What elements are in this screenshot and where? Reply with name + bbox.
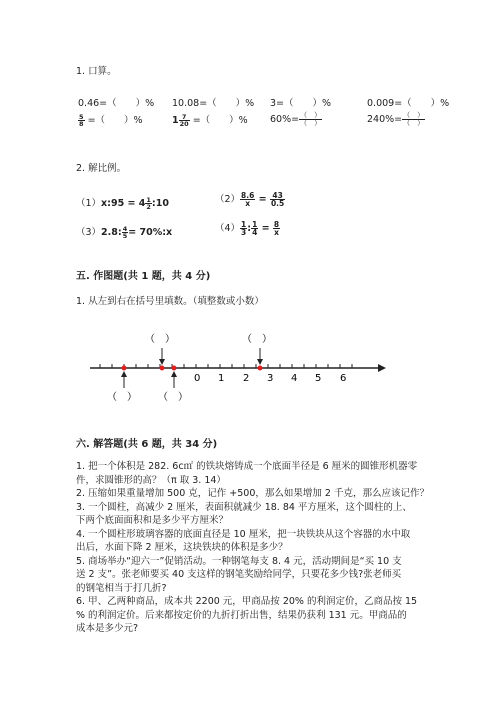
ratio-problem-1: （1）x:95 = 4 $\frac{1}{2}$ :10 bbox=[76, 195, 169, 211]
fraction: $\frac{8}{x}$ bbox=[273, 219, 280, 237]
red-dot bbox=[122, 366, 127, 371]
problem-line: 出后，水面下降 2 厘米，这块铁块的体积是多少？ bbox=[76, 542, 288, 553]
fraction: $\frac{43}{0.5}$ bbox=[270, 190, 285, 208]
problem-line: 件，求圆锥形的高？（π 取 3. 14） bbox=[76, 474, 226, 486]
calc-item-5: $\frac{5}{8}$ =（ ）% bbox=[79, 112, 143, 128]
top-paren-right: （ ） bbox=[242, 334, 272, 345]
blank-fraction: $\frac{( )}{( )}$ bbox=[300, 111, 322, 127]
problem-line: 的钢笔相当于打几折? bbox=[76, 582, 167, 594]
section-5-question: 1. 从左到右在括号里填数。（填整数或小数） bbox=[76, 296, 264, 307]
tick-label: 1 bbox=[218, 373, 225, 384]
problem-line: 1. 把一个体积是 282. 6c㎡ 的铁块熔铸成一个底面半径是 6 厘米的圆锥形机器零 bbox=[76, 461, 418, 472]
calc-item-8: 240%= $\frac{( )}{( )}$ bbox=[367, 111, 425, 127]
red-dot bbox=[258, 366, 263, 371]
ratio-problem-3: （3）2.8: $\frac{4}{5}$ = 70%:x bbox=[76, 224, 173, 240]
fraction: $\frac{5}{8}$ bbox=[79, 112, 84, 128]
arrow-right-icon bbox=[378, 364, 386, 372]
bottom-paren-left: （ ） bbox=[107, 392, 137, 403]
ratio-problem-4: （4） $\frac{1}{3}$ : $\frac{1}{4}$ = $\frac{8}{x}$ bbox=[215, 219, 280, 237]
problem-line: % 的利润定价。后来都按定价的九折打折出售，结果仍获利 131 元。甲商品的 bbox=[76, 609, 407, 621]
fraction: $\frac{7}{20}$ bbox=[179, 112, 189, 128]
calc-item-6: 1 $\frac{7}{20}$ =（ ）% bbox=[172, 112, 248, 128]
calc-item-2: 10.08=（ ）% bbox=[172, 98, 255, 109]
ratio-title: 2. 解比例。 bbox=[76, 163, 127, 174]
ratio-problem-2: （2） $\frac{8.6}{x}$ = $\frac{43}{0.5}$ bbox=[215, 190, 285, 208]
problem-line: 成本是多少元? bbox=[76, 623, 139, 634]
fraction: $\frac{1}{3}$ bbox=[241, 219, 247, 237]
problem-line: 2. 压缩如果重量增加 500 克，记作 +500，那么如果增加 2 千克，那么应该记作？ bbox=[76, 488, 429, 499]
number-line-figure bbox=[90, 328, 390, 408]
problem-line: 5. 商场举办“迎六一”促销活动。一种钢笔每支 8. 4 元，活动期间是“买 10 支 bbox=[76, 555, 402, 567]
arrow-down-icon bbox=[257, 359, 263, 365]
calc-item-7: 60%= $\frac{( )}{( )}$ bbox=[270, 111, 322, 127]
arrow-up-icon bbox=[121, 371, 127, 377]
arrow-up-icon bbox=[171, 371, 177, 377]
section-6-problems bbox=[76, 460, 429, 636]
calc-item-3: 3=（ ）% bbox=[270, 98, 332, 109]
red-dot bbox=[160, 366, 165, 371]
problem-line: 6. 甲、乙两种商品，成本共 2200 元，甲商品按 20% 的利润定价，乙商品按 15 bbox=[76, 596, 418, 607]
fraction: $\frac{4}{5}$ bbox=[122, 224, 128, 240]
calc-title: 1. 口算。 bbox=[76, 66, 117, 77]
tick-label: 6 bbox=[340, 373, 347, 384]
blank-fraction: $\frac{( )}{( )}$ bbox=[403, 111, 425, 127]
tick-label: 4 bbox=[291, 373, 298, 384]
section-5-heading: 五. 作图题(共 1 题，共 4 分) bbox=[76, 271, 211, 282]
problem-line: 4. 一个圆柱形玻璃容器的底面直径是 10 厘米，把一块铁块从这个容器的水中取 bbox=[76, 528, 411, 540]
fraction: $\frac{1}{4}$ bbox=[252, 219, 258, 237]
calc-item-4: 0.009=（ ）% bbox=[367, 98, 450, 109]
tick-labels bbox=[194, 373, 346, 384]
calc-item-1: 0.46=（ ）% bbox=[78, 98, 155, 109]
problem-line: 送 2 支”。张老师要买 40 支这样的钢笔奖励给同学，只要花多少钱?张老师买 bbox=[76, 569, 402, 580]
problem-line: 下两个底面面积和是多少平方厘米？ bbox=[76, 515, 229, 526]
problem-line: 3. 一个圆柱，高减少 2 厘米，表面积就减少 18. 84 平方厘米，这个圆柱的上、 bbox=[76, 501, 412, 513]
top-paren-left: （ ） bbox=[145, 334, 175, 345]
tick-label: 0 bbox=[194, 373, 201, 384]
red-dot bbox=[172, 366, 177, 371]
fraction: $\frac{8.6}{x}$ bbox=[241, 190, 255, 208]
bottom-paren-right: （ ） bbox=[158, 392, 188, 403]
tick-label: 2 bbox=[243, 373, 250, 384]
fraction: $\frac{1}{2}$ bbox=[146, 195, 151, 211]
section-6-heading: 六. 解答题(共 6 题，共 34 分) bbox=[76, 439, 218, 450]
tick-label: 5 bbox=[315, 373, 322, 384]
tick-label: 3 bbox=[267, 373, 274, 384]
